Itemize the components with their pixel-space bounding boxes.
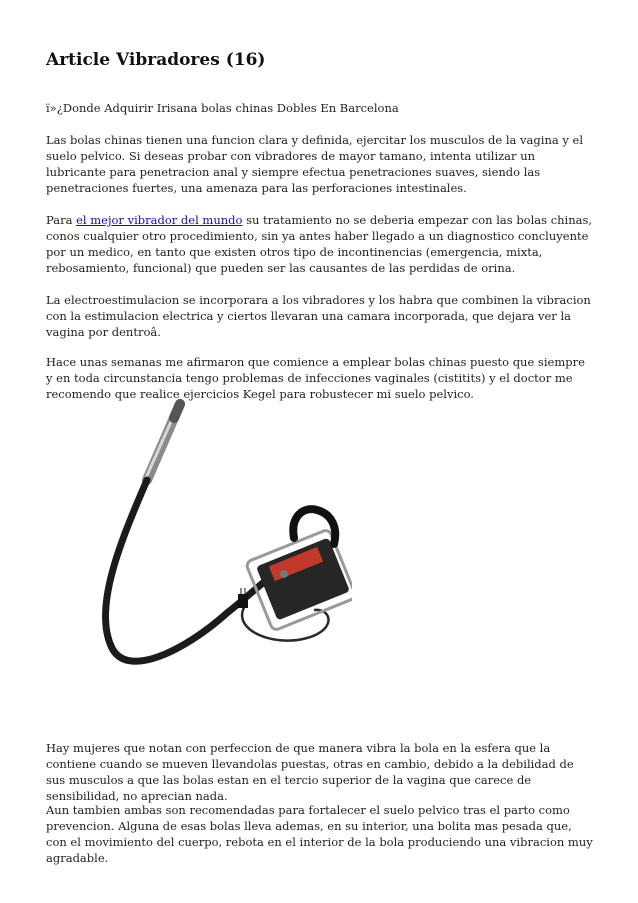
paragraph-4: La electroestimulacion se incorporara a los vibradores y los habra que combinen la vibracion con la estimulacion electrica y ciertos llevaran una camara incorporada, que dejara ver la vagina por dentroâ. [46, 293, 591, 339]
paragraph-3-before: Para [46, 213, 77, 227]
paragraph-2: Las bolas chinas tienen una funcion clara y definida, ejercitar los musculos de la vagina y el suelo pelvico. Si deseas probar con vibradores de mayor tamano, intenta utilizar un lubricante para penetracion anal y siempre efectua penetraciones suaves, siendo las penetraciones fuertes, una amenaza para las perforaciones intestinales. [46, 133, 583, 195]
paragraph-1: ï»¿Donde Adquirir Irisana bolas chinas Dobles En Barcelona [46, 101, 399, 115]
page-title: Article Vibradores (16) [46, 50, 266, 70]
best-vibrator-link[interactable]: el mejor vibrador del mundo [76, 213, 243, 227]
paragraph-3 [46, 212, 594, 276]
flexible-hose [105, 480, 280, 661]
paragraph-5: Hace unas semanas me afirmaron que comience a emplear bolas chinas puesto que siempre y en toda circunstancia tengo problemas de infecciones vaginales (cistitits) y el doctor me recomendo que realice ejercicios Kegel para robustecer mi suelo pelvico. [46, 355, 585, 401]
paragraph-6: Hay mujeres que notan con perfeccion de que manera vibra la bola en la esfera que la contiene cuando se mueven llevandolas puestas, otras en cambio, debido a la debilidad de sus musculos a que las bolas estan en el tercio superior de la vagina que carece de sensibilidad, no aprecian nada. [46, 741, 574, 803]
probe-tube [145, 404, 180, 480]
concrete-vibrator-illustration [52, 398, 352, 728]
product-image [52, 398, 352, 728]
paragraph-3-after: su tratamiento no se deberia empezar con las bolas chinas, conos cualquier otro procedimiento, sin ya antes haber llegado a un diagnostico concluyente por un medico, en tanto que existen otros tipo de incontinencias (emergencia, mixta, rebosamiento, funcional) que pueden ser las causantes de las perdidas de orina. [46, 213, 593, 275]
paragraph-7: Aun tambien ambas son recomendadas para fortalecer el suelo pelvico tras el parto como prevencion. Alguna de esas bolas lleva ademas, en su interior, una bolita mas pesada que, con el movimiento del cuerpo, rebota en el interior de la bola produciendo una vibracion muy agradable. [46, 803, 593, 865]
plug-icon [238, 588, 248, 608]
carry-strap [293, 509, 335, 544]
